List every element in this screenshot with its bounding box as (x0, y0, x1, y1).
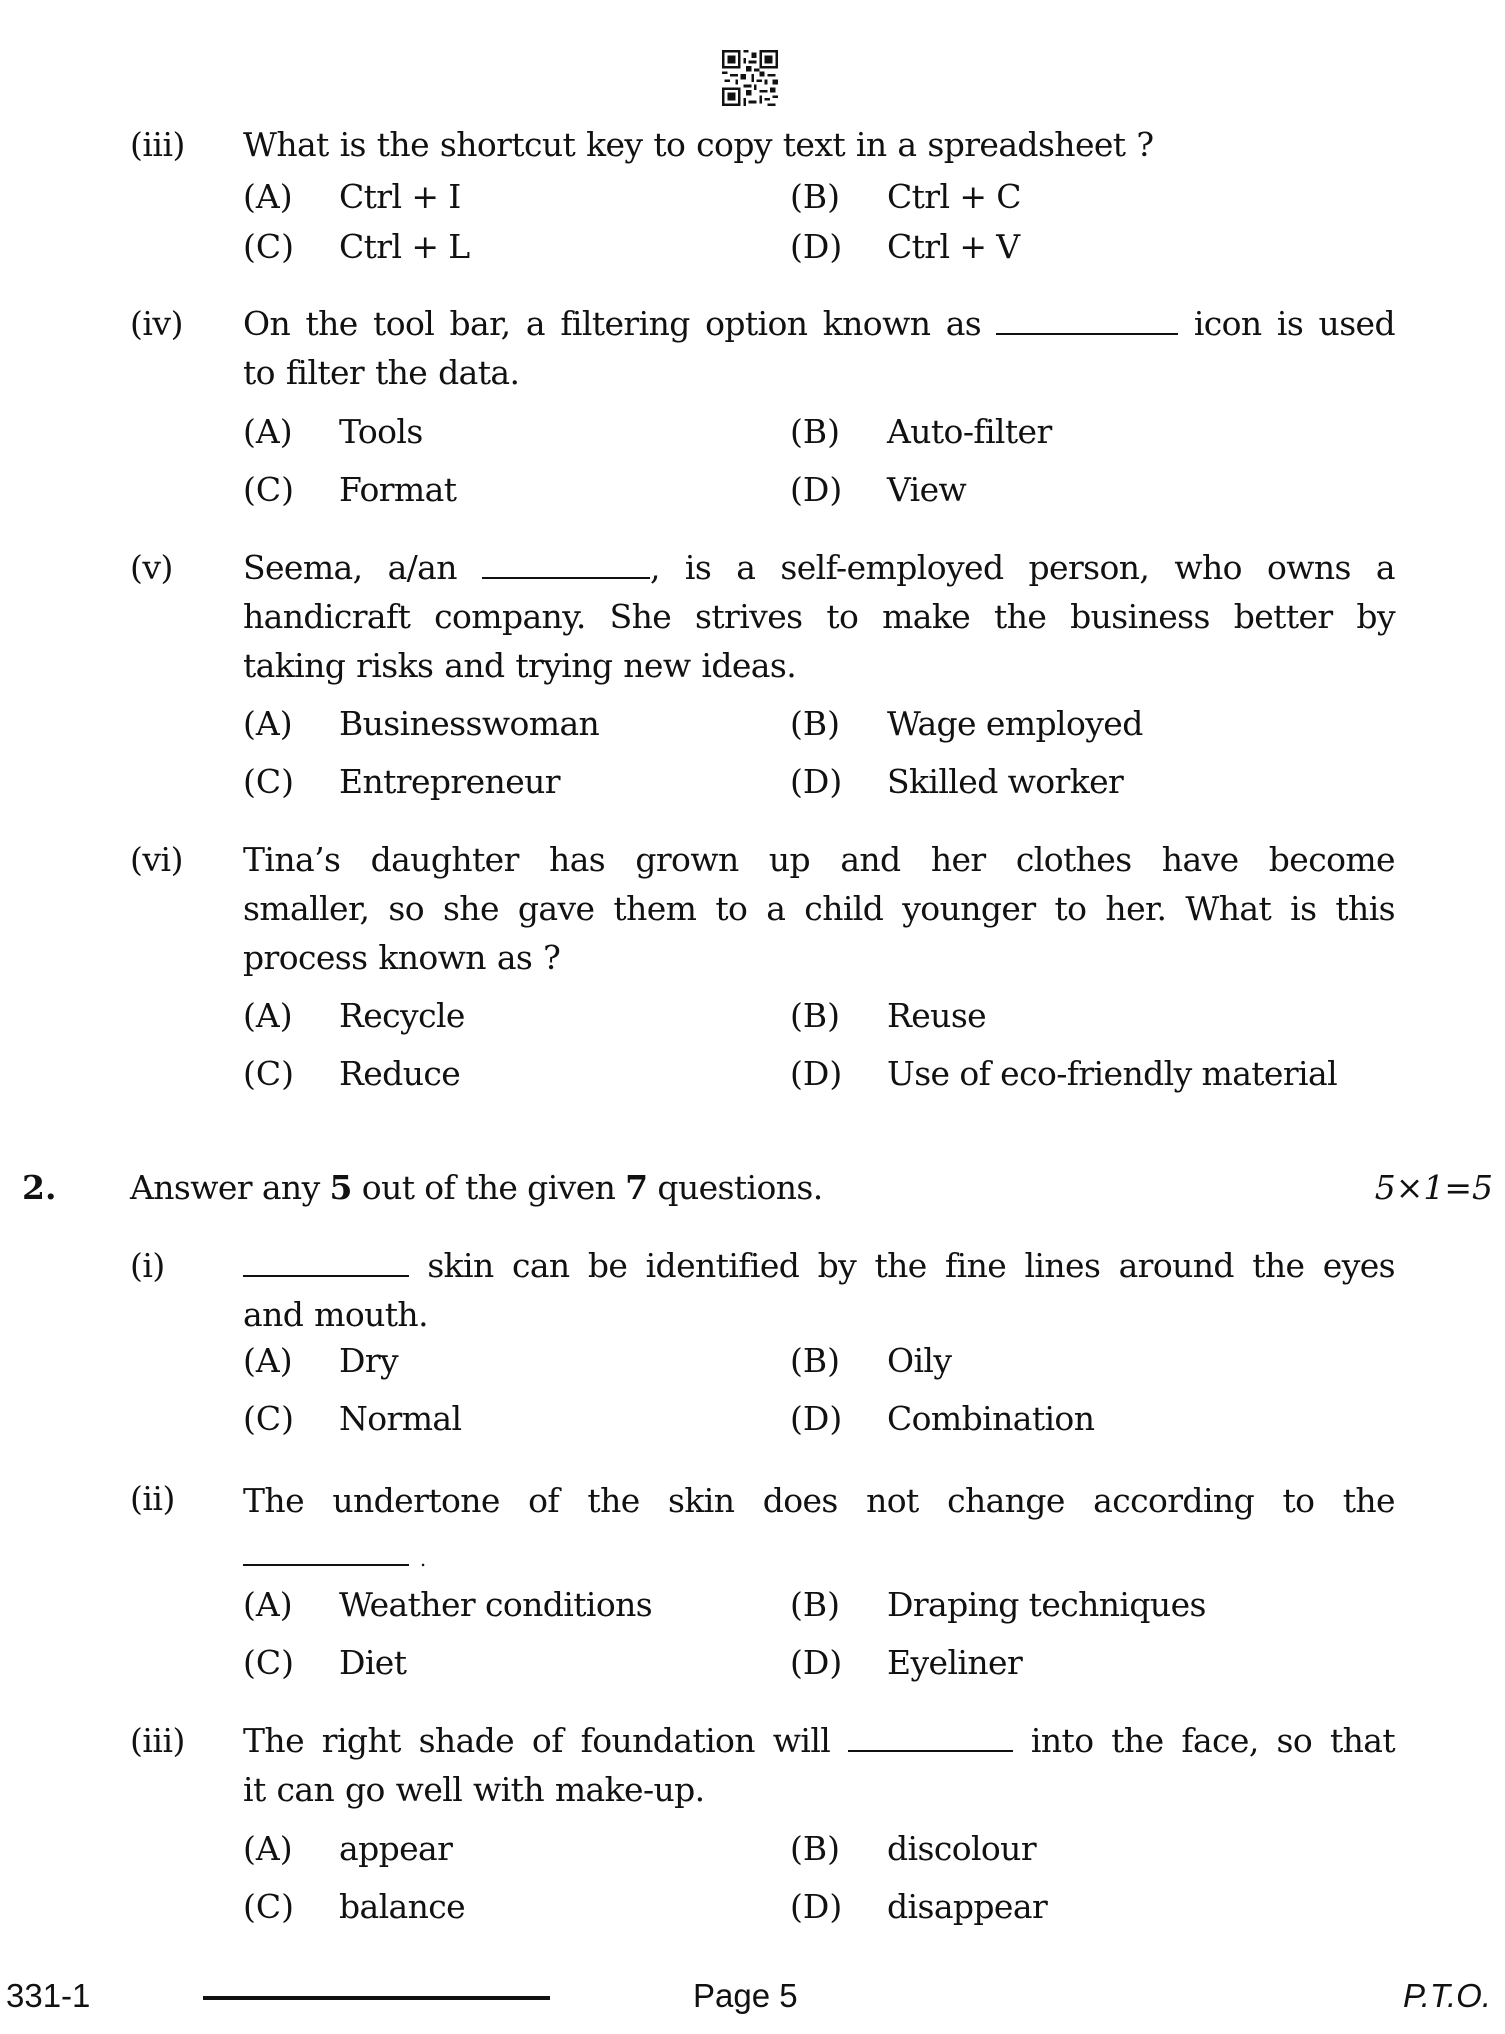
paper-code: 331-1 (6, 1977, 91, 2014)
option-d-label: (D) (790, 1054, 843, 1093)
fill-in-blank (243, 1249, 409, 1277)
option-c-label: (C) (243, 1643, 294, 1682)
option-c-label: (C) (243, 762, 294, 801)
option-b-text: Auto-filter (887, 412, 1052, 451)
please-turn-over: P.T.O. (1402, 1977, 1491, 2014)
option-d-text: disappear (887, 1887, 1048, 1926)
option-d-text: Skilled worker (887, 762, 1124, 801)
question-text: Seema, a/an , is a self-employed person, who owns a handicraft company. She strives to make the business better by taking risks and trying new ideas. (243, 548, 1396, 685)
option-a-label: (A) (243, 996, 293, 1035)
option-b-label: (B) (790, 1341, 840, 1380)
option-a-text: Dry (339, 1341, 399, 1380)
option-b-text: Draping techniques (887, 1585, 1206, 1624)
option-c-text: balance (339, 1887, 466, 1926)
section-instruction: Answer any 5 out of the given 7 questions. (130, 1168, 823, 1207)
question-text: On the tool bar, a filtering option known as icon is used to filter the data. (243, 304, 1395, 392)
fill-in-blank (482, 551, 650, 579)
question-text: Tina’s daughter has grown up and her clothes have become smaller, so she gave them to a child younger to her. What is this process known as ? (243, 840, 1395, 977)
qr-code-icon (722, 50, 778, 106)
option-d-label: (D) (790, 762, 843, 801)
option-a-label: (A) (243, 704, 293, 743)
option-c-label: (C) (243, 227, 294, 266)
option-c-text: Ctrl + L (339, 227, 470, 266)
option-c-label: (C) (243, 470, 294, 509)
question-number: (iii) (130, 1721, 185, 1760)
question-text: The right shade of foundation will into the face, so that it can go well with make-up. (243, 1721, 1396, 1809)
footer-divider (203, 1996, 550, 2000)
fill-in-blank (848, 1724, 1013, 1752)
option-d-label: (D) (790, 1399, 843, 1438)
question-number: (vi) (130, 840, 183, 879)
option-c-text: Entrepreneur (339, 762, 560, 801)
option-d-label: (D) (790, 470, 843, 509)
option-b-text: Ctrl + C (887, 177, 1021, 216)
option-a-label: (A) (243, 1341, 293, 1380)
option-c-text: Diet (339, 1643, 407, 1682)
option-a-text: appear (339, 1829, 453, 1868)
option-b-text: discolour (887, 1829, 1037, 1868)
fill-in-blank (243, 1538, 409, 1566)
section-number: 2. (22, 1168, 57, 1207)
option-a-label: (A) (243, 1829, 293, 1868)
option-a-text: Recycle (339, 996, 465, 1035)
option-b-text: Wage employed (887, 704, 1143, 743)
option-d-label: (D) (790, 227, 843, 266)
option-d-text: Use of eco-friendly material (887, 1054, 1338, 1093)
option-b-text: Oily (887, 1341, 952, 1380)
option-a-label: (A) (243, 412, 293, 451)
option-a-label: (A) (243, 1585, 293, 1624)
section-marks: 5×1=5 (1374, 1168, 1493, 1207)
option-d-label: (D) (790, 1887, 843, 1926)
option-c-label: (C) (243, 1887, 294, 1926)
question-text: The undertone of the skin does not change according to the . (243, 1481, 1395, 1571)
option-b-label: (B) (790, 1829, 840, 1868)
option-b-text: Reuse (887, 996, 987, 1035)
question-number: (v) (130, 548, 173, 587)
question-text: skin can be identified by the fine lines around the eyes and mouth. (243, 1246, 1396, 1334)
option-a-label: (A) (243, 177, 293, 216)
option-b-label: (B) (790, 1585, 840, 1624)
option-b-label: (B) (790, 412, 840, 451)
option-b-label: (B) (790, 704, 840, 743)
question-text: What is the shortcut key to copy text in a spreadsheet ? (243, 125, 1154, 164)
option-d-text: Ctrl + V (887, 227, 1020, 266)
option-c-label: (C) (243, 1399, 294, 1438)
option-b-label: (B) (790, 177, 840, 216)
option-c-text: Format (339, 470, 457, 509)
option-b-label: (B) (790, 996, 840, 1035)
option-a-text: Weather conditions (339, 1585, 653, 1624)
option-d-text: Combination (887, 1399, 1095, 1438)
option-d-text: View (887, 470, 967, 509)
option-c-text: Reduce (339, 1054, 461, 1093)
question-number: (ii) (130, 1479, 175, 1518)
question-number: (iv) (130, 304, 183, 343)
option-a-text: Tools (339, 412, 423, 451)
question-number: (iii) (130, 125, 185, 164)
option-d-label: (D) (790, 1643, 843, 1682)
option-a-text: Ctrl + I (339, 177, 461, 216)
option-d-text: Eyeliner (887, 1643, 1023, 1682)
option-c-text: Normal (339, 1399, 462, 1438)
question-number: (i) (130, 1246, 165, 1285)
fill-in-blank (996, 307, 1178, 335)
option-c-label: (C) (243, 1054, 294, 1093)
option-a-text: Businesswoman (339, 704, 600, 743)
page-number: Page 5 (693, 1977, 798, 2014)
